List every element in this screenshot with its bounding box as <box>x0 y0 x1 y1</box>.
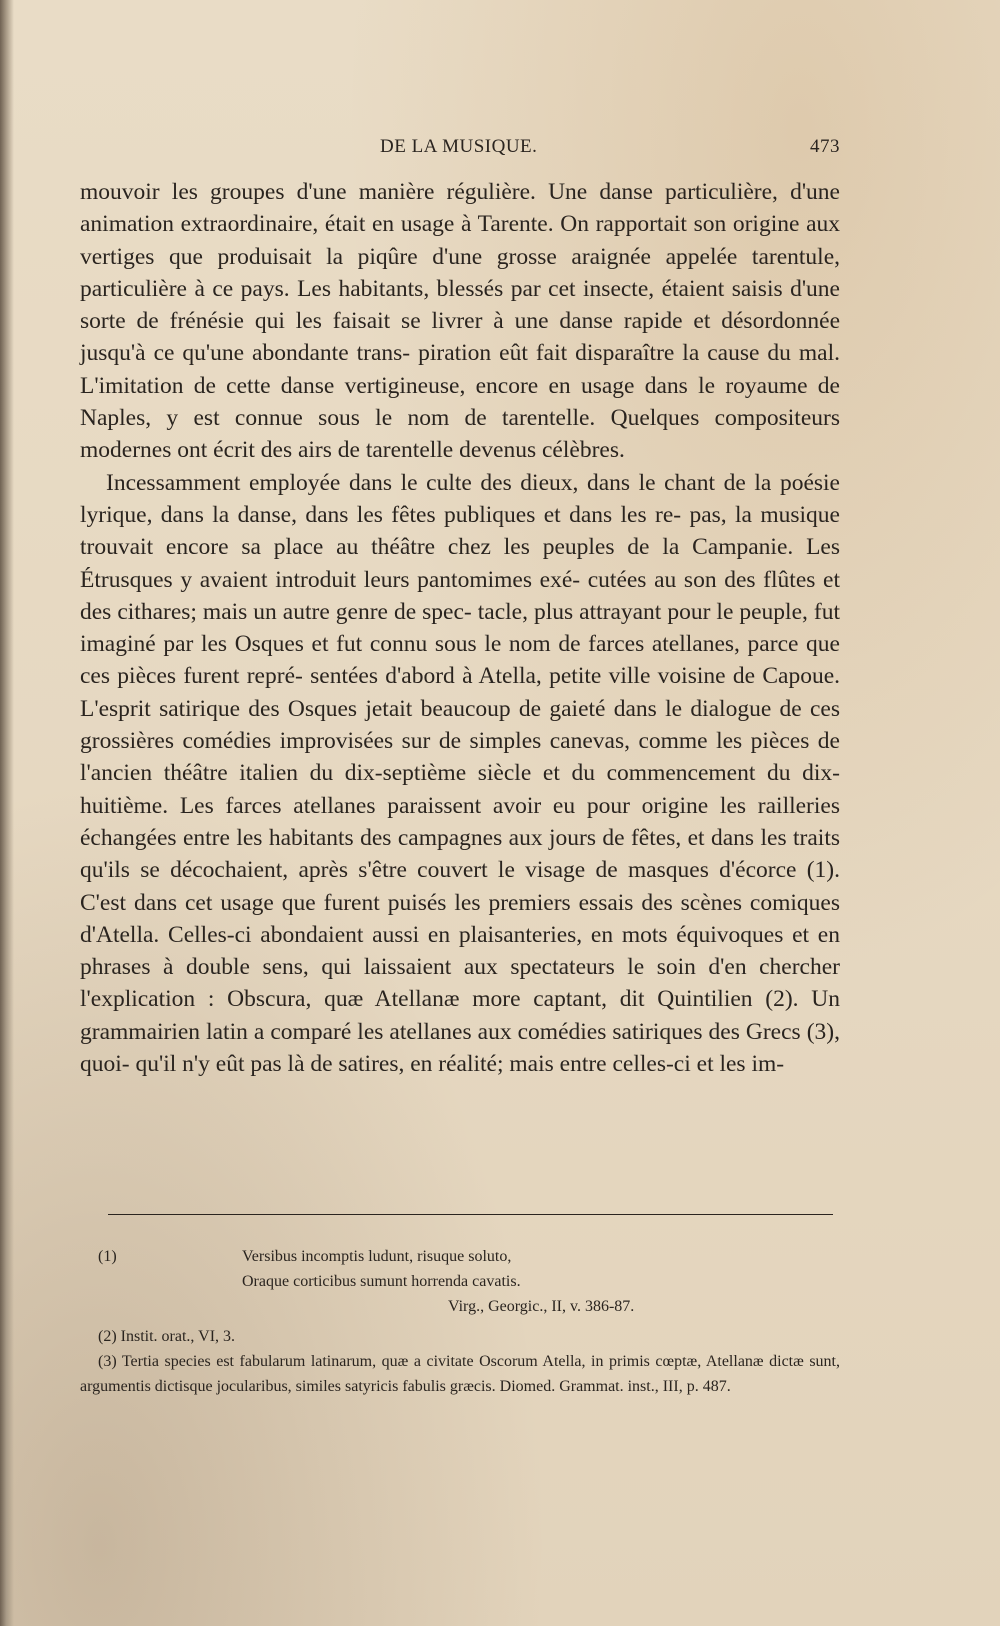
text-line: railleries échangées entre les habitants des campagnes aux jours de <box>80 792 840 851</box>
text-line: sentées d'abord à Atella, petite ville voisine de Capoue. L'esprit satirique <box>80 663 840 722</box>
text-line: insecte, étaient saisis d'une sorte de frénésie qui les faisait se livrer <box>80 275 840 335</box>
text-line: aussi en plaisanteries, en mots équivoques et en phrases à double sens, qui <box>80 921 840 981</box>
footnotes <box>80 1244 840 1399</box>
text-line: appelée tarentule, particulière à ce pays. Les habitants, blessés par cet <box>80 243 840 302</box>
text-line: qu'il n'y eût pas là de satires, en réalité; mais entre celles-ci et les im- <box>135 1051 785 1078</box>
text-line: cutées au son des flûtes et des cithares; mais un autre genre de spec- <box>80 566 840 625</box>
text-line: mouvoir les groupes d'une manière régulière. Une danse particulière, <box>80 179 791 205</box>
binding-shadow <box>0 0 14 1626</box>
text-line: dix-huitième. Les farces atellanes paraissent avoir eu pour origine les <box>80 760 840 819</box>
text-line: son origine aux vertiges que produisait la piqûre d'une grosse araignée <box>80 211 840 270</box>
footnote-3: (3) Tertia species est fabularum latinarum, quæ a civitate Oscorum Atella, in primis cœptæ, Atellanæ dictæ sunt, argumentis dictisque jocularibus, similes satyricis fabulis græcis. Diomed. Grammat. inst., III, p. 487. <box>80 1353 840 1395</box>
text-line: comparé les atellanes aux comédies satiriques des Grecs (3), quoi- <box>80 1018 840 1078</box>
verse-citation: Virg., Georgic., II, v. 386-87. <box>448 1298 635 1315</box>
running-head: DE LA MUSIQUE. <box>380 136 538 157</box>
text-line: les premiers essais des scènes comiques d'Atella. Celles-ci abondaient <box>80 889 841 948</box>
page-number: 473 <box>810 136 840 157</box>
text-line: comédies improvisées sur de simples canevas, comme les pièces de <box>182 728 840 755</box>
text-line: à une danse rapide et désordonnée jusqu'à ce qu'une abondante trans- <box>80 308 841 367</box>
footnote-2: (2) Instit. orat., VI, 3. <box>98 1328 236 1345</box>
text-line: piration eût fait disparaître la cause du mal. L'imitation de cette danse <box>80 340 840 399</box>
text-line: poésie lyrique, dans la danse, dans les fêtes publiques et dans les re- <box>80 469 840 528</box>
text-line: des airs de tarentelle devenus célèbres. <box>260 437 625 464</box>
text-line: l'ancien théâtre italien du dix-septième siècle et du commencement du <box>80 760 803 787</box>
text-line: laissaient aux spectateurs le soin d'en chercher l'explication : Obscura, <box>80 954 840 1013</box>
text-line: tacle, plus attrayant pour le peuple, fut imaginé par les Osques et fut <box>80 598 840 658</box>
text-line: Incessamment employée dans le culte des dieux, dans le chant de la <box>106 469 780 496</box>
paragraph-1 <box>80 176 840 467</box>
text-line: sous le nom de tarentelle. Quelques compositeurs modernes ont écrit <box>80 405 840 464</box>
text-line: connu sous le nom de farces atellanes, parce que ces pièces furent repré- <box>80 631 840 690</box>
verse-line: Versibus incomptis ludunt, risuque soluto, <box>242 1248 512 1265</box>
text-line: d'une animation extraordinaire, était en usage à Tarente. On rapportait <box>80 179 840 238</box>
verse-line: Oraque corticibus sumunt horrenda cavatis. <box>242 1273 521 1290</box>
text-line: pas, la musique trouvait encore sa place au théâtre chez les peuples de <box>80 501 840 561</box>
footnote-1 <box>80 1244 840 1324</box>
text-line: vertigineuse, encore en usage dans le royaume de Naples, y est connue <box>80 372 840 432</box>
text-line: quæ Atellanæ more captant, dit Quintilien (2). Un grammairien latin a <box>80 986 840 1045</box>
text-line: visage de masques d'écorce (1). C'est dans cet usage que furent puisés <box>80 857 840 916</box>
footnote-marker: (1) <box>98 1248 117 1265</box>
footnote-divider <box>108 1214 833 1215</box>
verse-quote <box>242 1244 521 1294</box>
paragraph-2 <box>80 467 840 1081</box>
page-header <box>82 136 840 162</box>
main-text <box>80 176 840 1080</box>
text-line: fêtes, et dans les traits qu'ils se décochaient, après s'être couvert le <box>80 824 840 884</box>
text-line: la Campanie. Les Étrusques y avaient introduit leurs pantomimes exé- <box>80 534 840 593</box>
text-line: des Osques jetait beaucoup de gaieté dans le dialogue de ces grossières <box>80 695 840 755</box>
